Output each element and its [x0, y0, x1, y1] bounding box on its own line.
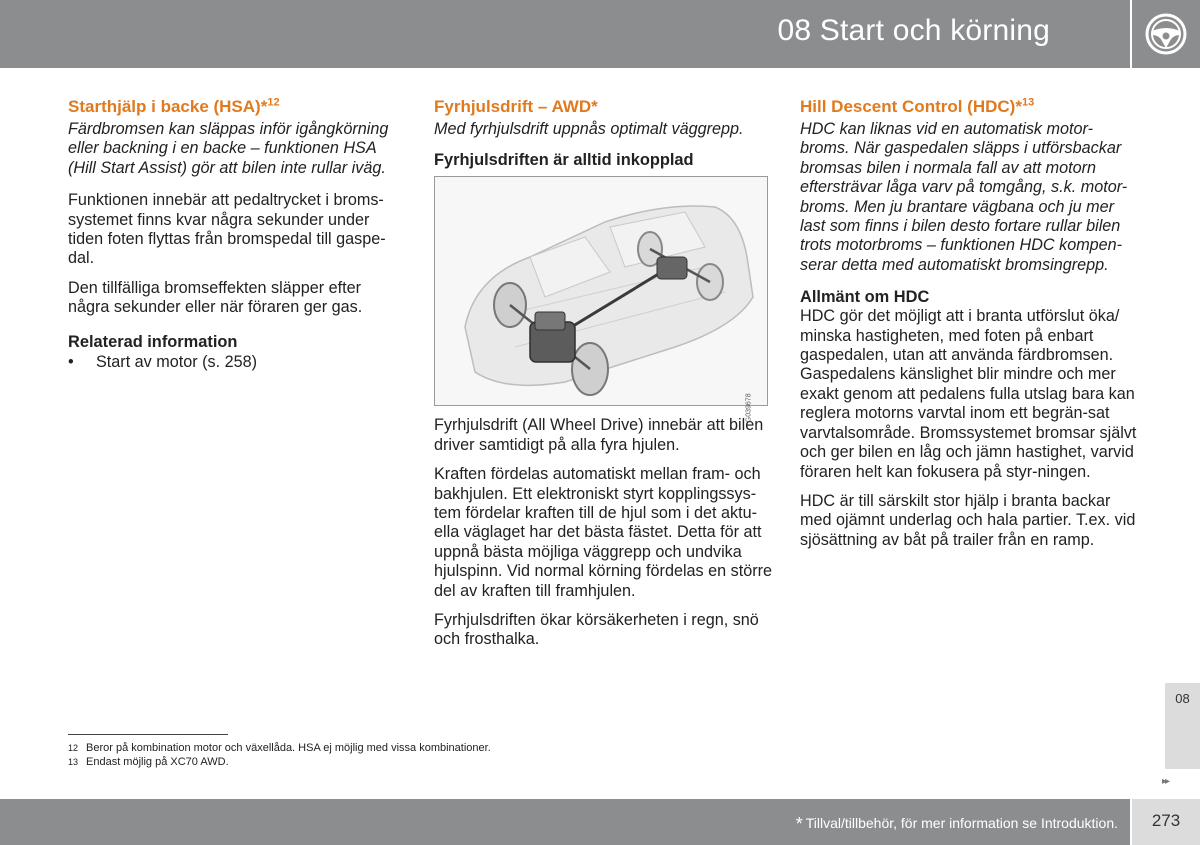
footer-note: * Tillval/tillbehör, för mer information se Introduktion. — [795, 814, 1118, 834]
footer-bar — [0, 799, 1130, 845]
page-number-box — [1132, 799, 1200, 845]
column-hsa — [68, 92, 398, 372]
related-info-link[interactable]: Start av motor (s. 258) — [96, 352, 258, 371]
column-hdc — [800, 92, 1140, 550]
footnote-ref-13[interactable]: 13 — [1021, 96, 1035, 109]
chapter-title: 08 Start och körning — [777, 14, 1050, 47]
hdc-paragraph-2: HDC är till särskilt stor hjälp i branta backar med ojämnt underlag och hala partier. T.ex. vid sjösättning av båt på trailer från en ramp. — [800, 491, 1136, 549]
bullet-icon: • — [68, 352, 74, 371]
figure-code: G039678 — [745, 393, 753, 423]
footnote-13: 13 Endast möjlig på XC70 AWD. — [68, 756, 229, 768]
footnote-divider — [68, 734, 228, 735]
section-title-hsa: Starthjälp i backe (HSA)*$^{12}$ — [68, 96, 280, 116]
awd-subheading: Fyrhjulsdriften är alltid inkopplad — [434, 151, 694, 170]
header-icon-box — [1132, 0, 1200, 68]
related-info-item[interactable] — [68, 353, 398, 372]
awd-car-illustration — [434, 176, 768, 423]
hsa-paragraph-2: Den tillfälliga bromseffekten släpper efter några sekunder eller när föraren ger gas. — [68, 278, 363, 317]
header-bar — [0, 0, 1130, 68]
chapter-tab-label: 08 — [1175, 691, 1190, 706]
related-info-heading: Relaterad information — [68, 332, 238, 351]
chapter-tab[interactable] — [1165, 683, 1200, 769]
hdc-paragraph-1: HDC gör det möjligt att i branta utförslut öka/ minska hastigheten, med foten på enbart gaspedalen, utan att använda färdbromsen. Gaspedalens känslighet blir mindre och mer exakt genom att pedalens fulla utslag bara kan reglera motorns varvtal inom ett begrän-sat varvtalsområde. Bromssystemet bromsar självt och ger bilen en låg och jämn hastighet, varvid föraren helt kan fokusera på styr-ningen. — [800, 307, 1137, 481]
hsa-paragraph-1: Funktionen innebär att pedaltrycket i broms-systemet finns kvar några sekunder under tiden foten flyttas från bromspedal till gaspe-dal. — [68, 191, 386, 268]
car-drivetrain-icon — [435, 177, 767, 405]
footnote-ref-12[interactable]: 12 — [267, 96, 280, 109]
hdc-intro: HDC kan liknas vid en automatisk motor-broms. När gaspedalen släpps i utförsbackar bromsas bilen i normala fall av att motorn eftersträvar låga varv på tomgång, s.k. motor-broms. Men ju brantare vägbana och ju mer last som finns i bilen desto fortare rullar bilen trots motorbroms – funktionen HDC kompen-serar detta med automatiskt bromsingrepp. — [800, 120, 1128, 274]
page-number: 273 — [1151, 811, 1181, 830]
column-awd — [434, 92, 774, 650]
hdc-subheading: Allmänt om HDC — [800, 288, 930, 307]
section-title-hdc: Hill Descent Control (HDC)*$^{13}$ — [800, 96, 1035, 116]
footnote-12: 12 Beror på kombination motor och växellåda. HSA ej möjlig med vissa kombinationer. — [68, 742, 491, 754]
awd-paragraph-2: Kraften fördelas automatiskt mellan fram- och bakhjulen. Ett elektroniskt styrt kopplingssys-tem fördelar kraften till de hjul som i det aktu-ella väglaget har det bästa fästet. Detta för att uppnå bästa möjliga väggrepp och undvika hjulspinn. Vid normal körning fördelas en större del av kraften till framhjulen. — [434, 465, 773, 600]
section-title-awd: Fyrhjulsdrift – AWD* — [434, 97, 598, 116]
awd-intro: Med fyrhjulsdrift uppnås optimalt väggrepp. — [434, 120, 744, 138]
star-icon: * — [795, 814, 803, 834]
footnotes — [68, 741, 491, 769]
steering-wheel-icon — [1143, 11, 1189, 57]
awd-paragraph-3: Fyrhjulsdriften ökar körsäkerheten i regn, snö och frosthalka. — [434, 611, 759, 649]
awd-paragraph-1: Fyrhjulsdrift (All Wheel Drive) innebär att bilen driver samtidigt på alla fyra hjulen. — [434, 416, 764, 454]
hsa-intro: Färdbromsen kan släppas inför igångkörning eller backning i en backe – funktionen HSA (Hill Start Assist) gör att bilen inte rullar iväg. — [68, 120, 389, 177]
next-page-arrows-icon[interactable]: ▸▸ — [1162, 776, 1169, 787]
